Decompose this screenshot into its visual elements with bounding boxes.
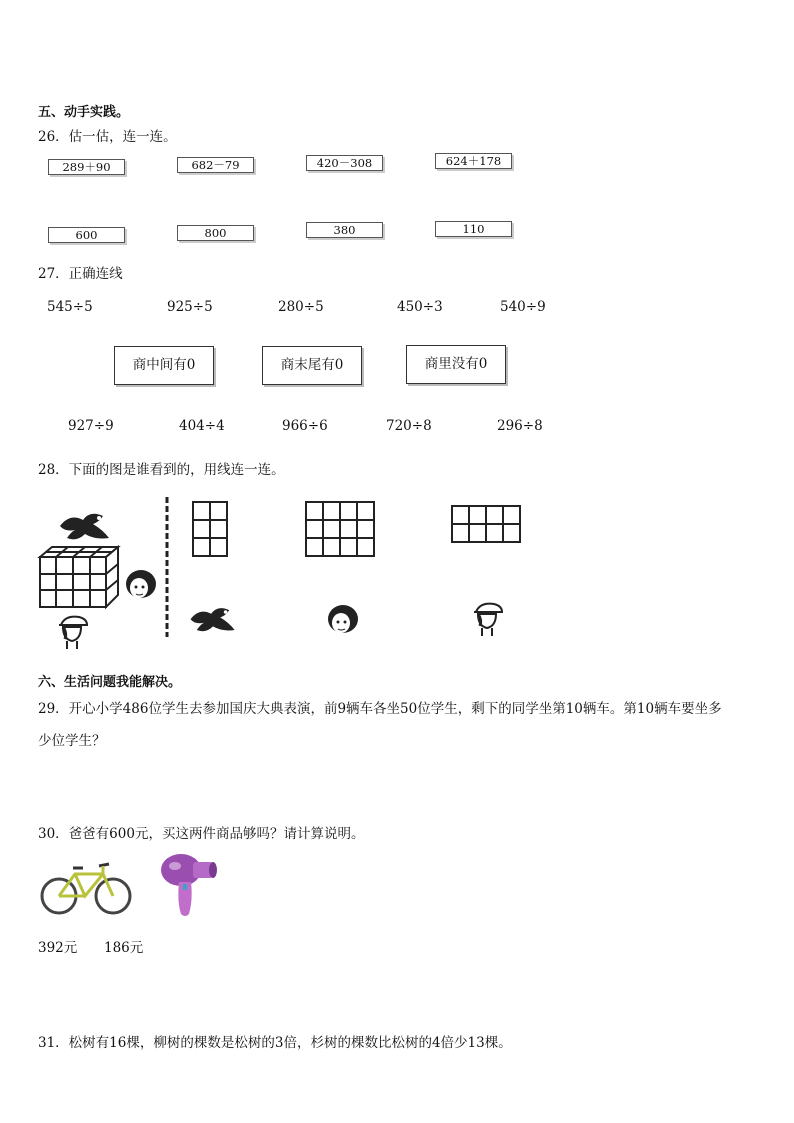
cube-stack-figure — [38, 545, 120, 611]
girl-icon — [326, 603, 360, 639]
q29-line-1: 29．开心小学486位学生去参加国庆大典表演，前9辆车各坐50位学生，剩下的同学坐第10辆车。第10辆车要坐多 — [38, 701, 722, 717]
q31-text: 31．松树有16棵，柳树的棵数是松树的3倍，杉树的棵数比松树的4倍少13棵。 — [38, 1035, 512, 1051]
q26-top-3: 420－308 — [306, 155, 383, 171]
price-hair-dryer: 186元 — [104, 940, 144, 956]
view-grid-4x3 — [305, 501, 375, 557]
bicycle-icon — [39, 858, 133, 916]
q26-text: 26．估一估，连一连。 — [38, 129, 177, 145]
q26-bottom-3: 380 — [306, 222, 383, 238]
q26-bottom-2: 800 — [177, 225, 254, 241]
q27-top-5: 540÷9 — [500, 299, 546, 315]
q30-text: 30．爸爸有600元，买这两件商品够吗？请计算说明。 — [38, 826, 365, 842]
q27-bottom-5: 296÷8 — [497, 418, 543, 434]
q27-top-2: 925÷5 — [167, 299, 213, 315]
q28-text: 28．下面的图是谁看到的，用线连一连。 — [38, 462, 285, 478]
boy-observer-icon — [55, 613, 91, 651]
q29-line-2: 少位学生？ — [38, 733, 106, 749]
q27-top-1: 545÷5 — [47, 299, 93, 315]
price-bicycle: 392元 — [38, 940, 78, 956]
q27-top-4: 450÷3 — [397, 299, 443, 315]
girl-observer-icon — [124, 568, 158, 604]
q26-top-1: 289＋90 — [48, 159, 125, 175]
boy-icon — [470, 600, 506, 638]
view-grid-2x3 — [192, 501, 228, 557]
hair-dryer-icon — [159, 852, 217, 918]
q26-bottom-1: 600 — [48, 227, 125, 243]
section-6-title: 六、生活问题我能解决。 — [38, 675, 182, 690]
q27-bottom-4: 720÷8 — [386, 418, 432, 434]
q27-category-3: 商里没有0 — [406, 345, 506, 384]
dashed-divider — [164, 497, 170, 637]
q27-top-3: 280÷5 — [278, 299, 324, 315]
q26-top-4: 624＋178 — [435, 153, 512, 169]
q27-category-1: 商中间有0 — [114, 346, 214, 385]
q27-bottom-1: 927÷9 — [68, 418, 114, 434]
section-5-title: 五、动手实践。 — [38, 105, 130, 120]
q27-text: 27．正确连线 — [38, 266, 123, 282]
q26-top-2: 682－79 — [177, 157, 254, 173]
bird-observer-icon — [55, 508, 115, 548]
q27-bottom-2: 404÷4 — [179, 418, 225, 434]
q26-bottom-4: 110 — [435, 221, 512, 237]
view-grid-4x2 — [451, 505, 521, 543]
q27-bottom-3: 966÷6 — [282, 418, 328, 434]
q27-category-2: 商末尾有0 — [262, 346, 362, 385]
bird-icon — [185, 603, 241, 639]
